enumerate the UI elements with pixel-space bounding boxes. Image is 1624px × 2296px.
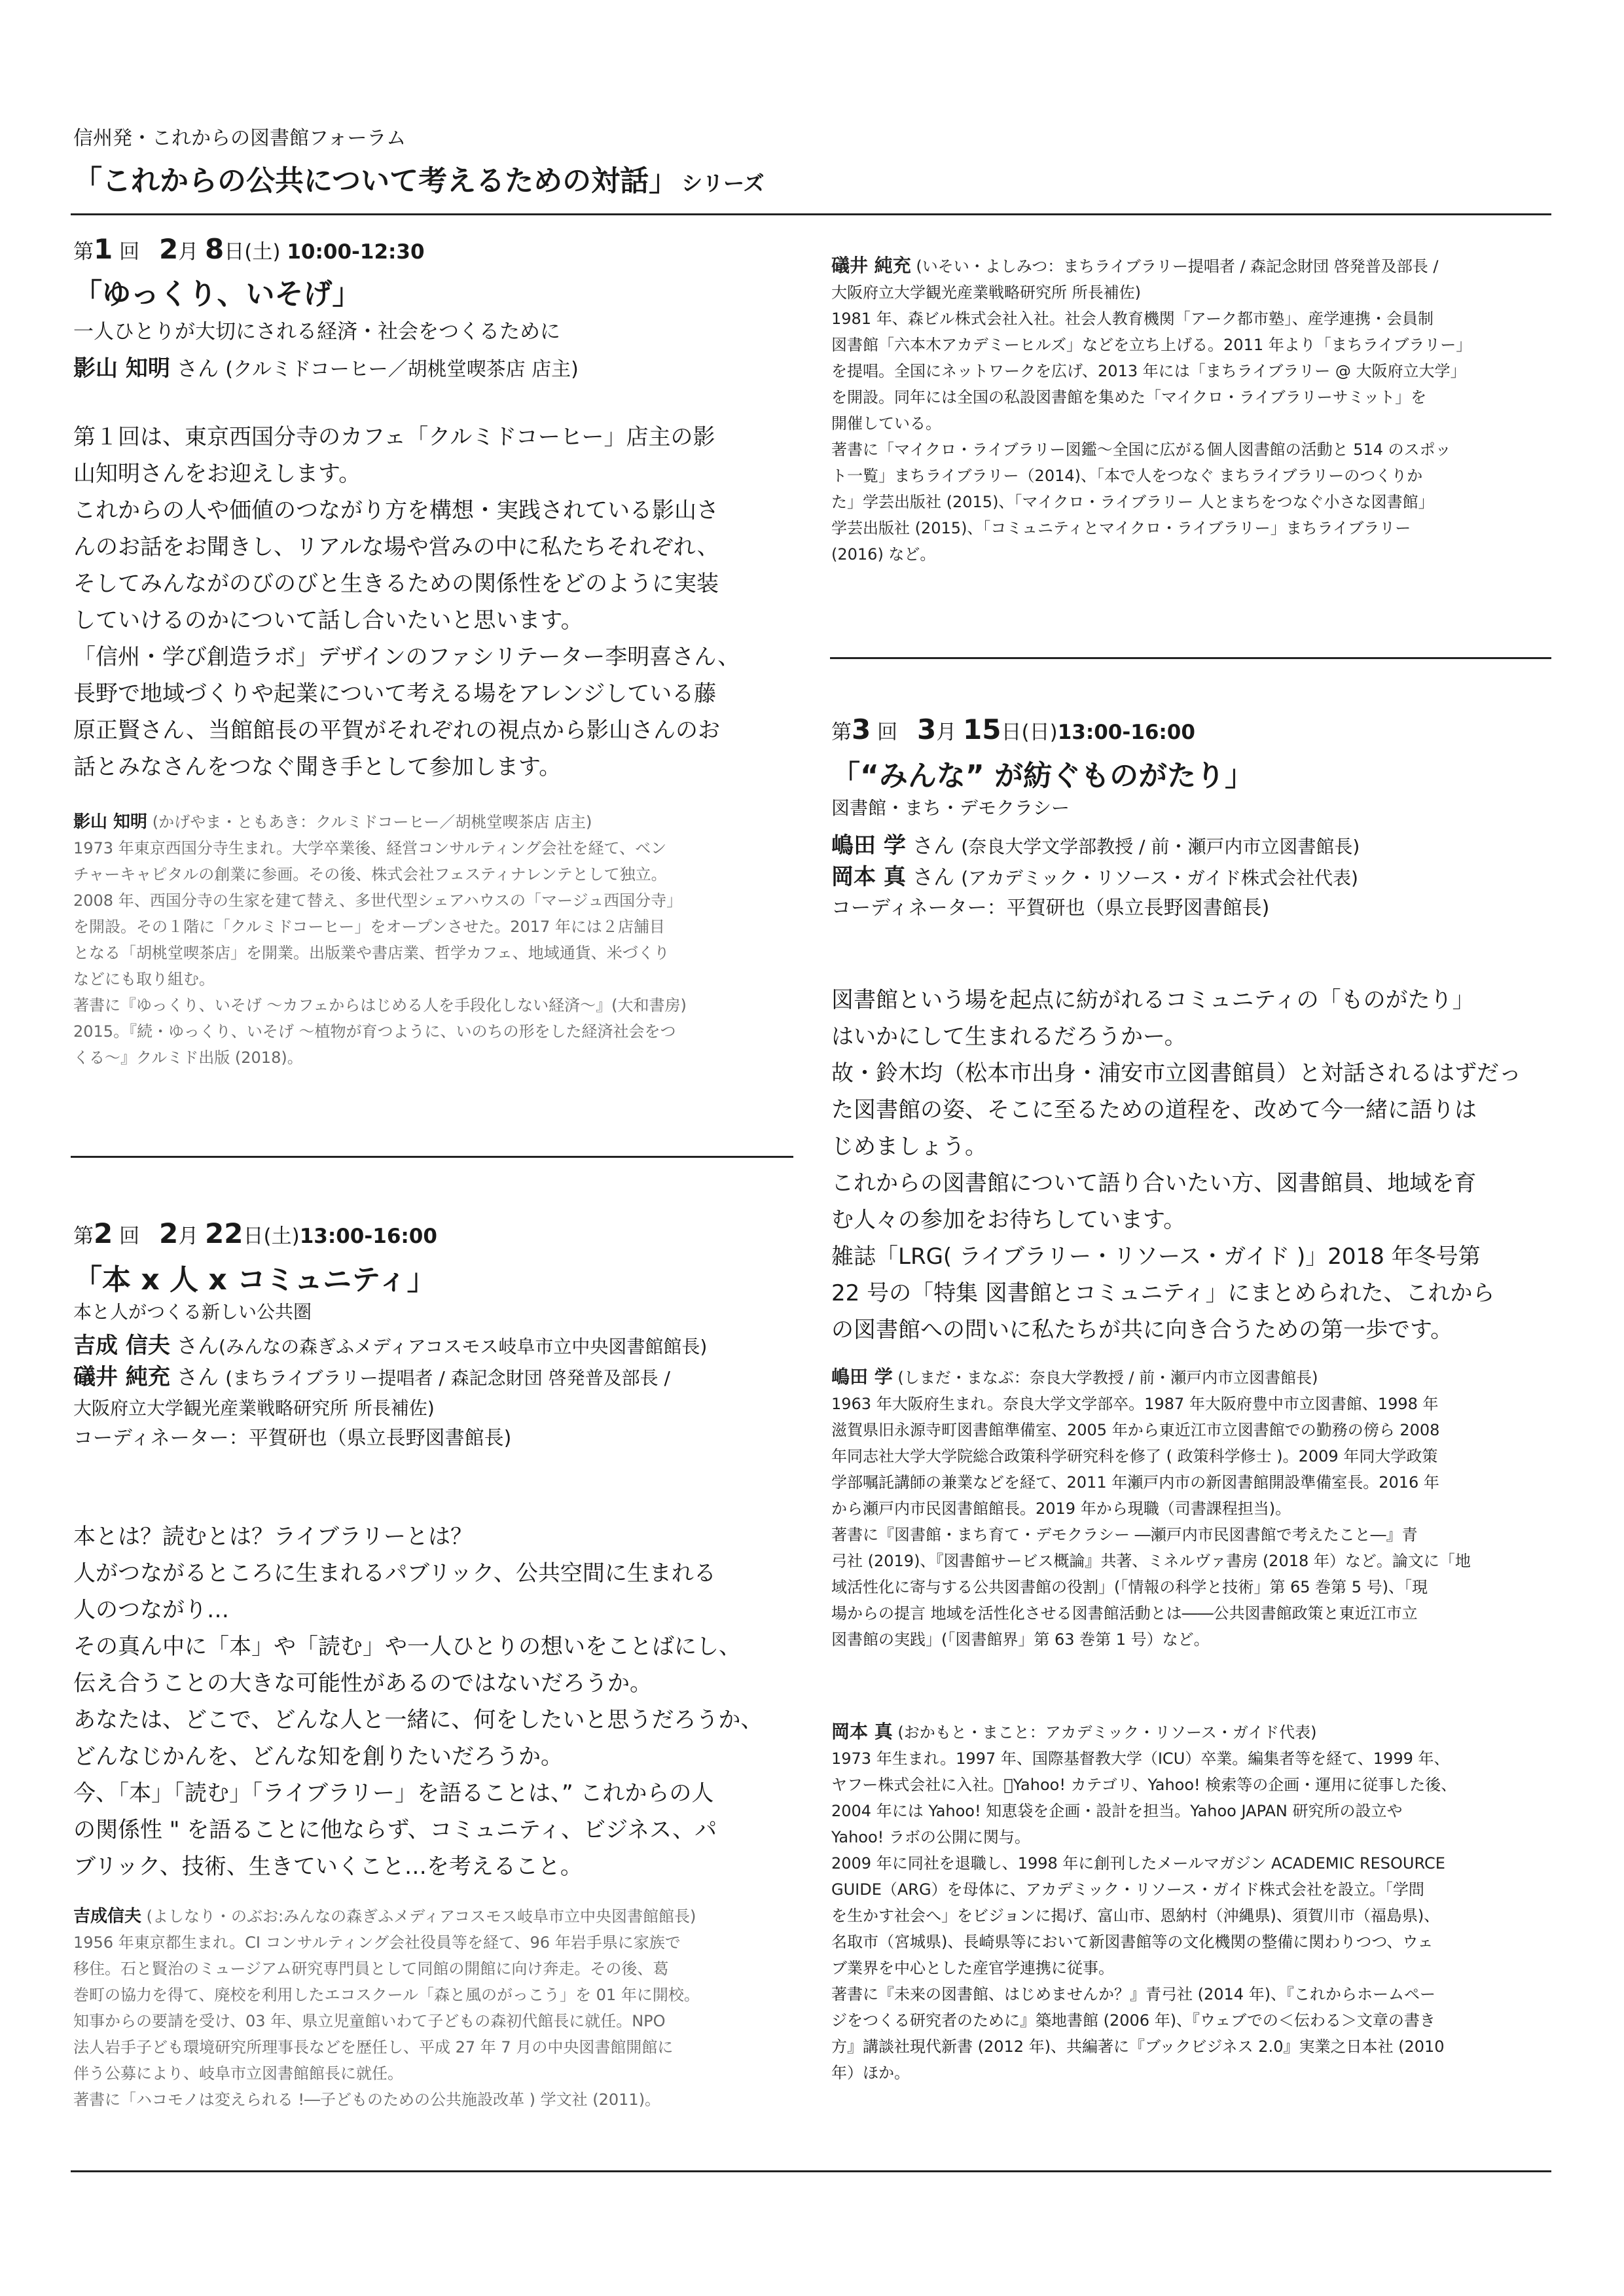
session-2-date: 第2 回 2月 22日(土)13:00-16:00: [73, 1217, 437, 1249]
session-3-intro: 図書館という場を起点に紡がれるコミュニティの「ものがたり」 はいかにして生まれるだろうかー。 故・鈴木均（松本市出身・浦安市立図書館員）と対話されるはずだっ た図書館の姿、そこに至るための道程を、改めて今一緒に語りは じめましょう。 これからの図書館について語り合いたい方、図書館員、地域を育 む人々の参加をお待ちしています。 雑誌「LRG( ライブラリー・リソース・ガイド )」2018 年冬号第 22 号の「特集 図書館とコミュニティ」にまとめられた、これから の図書館への問いに私たちが共に向き合うための第一歩です。: [831, 987, 1521, 1343]
header-title-main: 「これからの公共について考えるための対話」: [73, 164, 678, 198]
session-3: [831, 713, 1558, 924]
session-3-bio-shimada: 嶋田 学 (しまだ・まなぶ：奈良大学教授 / 前・瀬戸内市立図書館長) 1963 年大阪府生まれ。奈良大学文学部卒。1987 年大阪府豊中市立図書館、1998 年 滋賀県旧永源寺町図書館準備室、2005 年から東近江市立図書館での勤務の傍ら 2008 年同志社大学大学院総合政策科学研究科を修了 ( 政策科学修士 )。2009 年同大学政策 学部嘱託講師の兼業などを経て、2011 年瀬戸内市の新図書館開設準備室長。2016 年 から瀬戸内市民図書館館長。2019 年から現職（司書課程担当)。 著書に『図書館・まち育て・デモクラシー ―瀬戸内市民図書館で考えたこと―』青 弓社 (2019)、『図書館サービス概論』共著、ミネルヴァ書房 (2018 年）など。論文に「地 域活性化に寄与する公共図書館の役割」(「情報の科学と技術」第 65 巻第 5 号)、「現 場からの提言 地域を活性化させる図書館活動とは――公共図書館政策と東近江市立 図書館の実践」(「図書館界」第 63 巻第 1 号）など。: [831, 1366, 1471, 1649]
session-3-bio-okamoto: 岡本 真 (おかもと・まこと：アカデミック・リソース・ガイド代表) 1973 年生まれ。1997 年、国際基督教大学（ICU）卒業。編集者等を経て、1999 年、 ヤフー株式会社に入社。􏰀Yahoo! カテゴリ、Yahoo! 検索等の企画・運用に従事した後、 2004 年には Yahoo! 知恵袋を企画・設計を担当。Yahoo JAPAN 研究所の設立や Yahoo! ラボの公開に関与。 2009 年に同社を退職し、1998 年に創刊したメールマガジン ACADEMIC RESOURCE GUIDE（ARG）を母体に、アカデミック・リソース・ガイド株式会社を設立。「学問 を生かす社会へ」をビジョンに掲げ、富山市、恩納村（沖縄県)、須賀川市（福島県)、 名取市（宮城県)、長崎県等において新図書館等の文化機関の整備に関わりつつ、ウェ ブ業界を中心とした産官学連携に従事。 著書に『未来の図書館、はじめませんか？』青弓社 (2014 年)、『これからホームペー ジをつくる研究者のために』築地書館 (2006 年)、『ウェブでの＜伝わる＞文章の書き 方』講談社現代新書 (2012 年)、共編著に『ブックビジネス 2.0』実業之日本社 (2010 年）ほか。: [831, 1721, 1457, 2082]
left-divider-1: [71, 1156, 793, 1158]
bio-heading: 吉成信夫 (よしなり・のぶお:みんなの森ぎふメディアコスモス岐阜市立中央図書館館長): [73, 1907, 696, 1926]
session-3-coordinator: コーディネーター：平賀研也（県立長野図書館長): [831, 897, 1270, 920]
session-1-speaker: 影山 知明 さん (クルミドコーヒー／胡桃堂喫茶店 店主): [73, 355, 579, 382]
bottom-divider: [71, 2170, 1551, 2172]
header-title-suffix: シリーズ: [681, 171, 765, 196]
session-2: [73, 1217, 806, 1454]
header-title: [73, 157, 765, 199]
session-2-title: 「本 x 人 x コミュニティ」: [73, 1263, 436, 1297]
session-1-bio: 影山 知明 (かげやま・ともあき：クルミドコーヒー／胡桃堂喫茶店 店主) 1973 年東京西国分寺生まれ。大学卒業後、経営コンサルティング会社を経て、ベン チャーキャピタルの創業に参画。その後、株式会社フェスティナレンテとして独立。 2008 年、西国分寺の生家を建て替え、多世代型シェアハウスの「マージュ西国分寺」 を開設。その１階に「クルミドコーヒー」をオープンさせた。2017 年には２店舗目 となる「胡桃堂喫茶店」を開業。出版業や書店業、哲学カフェ、地域通貨、米づくり などにも取り組む。 著書に『ゆっくり、いそげ ～カフェからはじめる人を手段化しない経済～』(大和書房) 2015。『続・ゆっくり、いそげ ～植物が育つように、いのちの形をした経済社会をつ くる～』クルミド出版 (2018)。: [73, 809, 806, 1071]
session-2-bio: 吉成信夫 (よしなり・のぶお:みんなの森ぎふメディアコスモス岐阜市立中央図書館館長) 1956 年東京都生まれ。CI コンサルティング会社役員等を経て、96 年岩手県に家族で 移住。石と賢治のミュージアム研究専門員として同館の開館に向け奔走。その後、葛 巻町の協力を得て、廃校を利用したエコスクール「森と風のがっこう」を 01 年に開校。 知事からの要請を受け、03 年、県立児童館いわて子どもの森初代館長に就任。NPO 法人岩手子ども環境研究所理事長などを歴任し、平成 27 年 7 月の中央図書館開館に 伴う公募により、岐阜市立図書館館長に就任。 著書に「ハコモノは変えられる !―子どものための公共施設改革 ) 学文社 (2011)。: [73, 1903, 806, 2113]
bio-heading: 影山 知明 (かげやま・ともあき：クルミドコーヒー／胡桃堂喫茶店 店主): [73, 812, 592, 832]
session-1-subtitle: 一人ひとりが大切にされる経済・社会をつくるために: [73, 320, 560, 344]
right-divider-1: [830, 657, 1551, 659]
session-2-coordinator: コーディネーター：平賀研也（県立長野図書館長): [73, 1427, 512, 1450]
session-3-subtitle: 図書館・まち・デモクラシー: [831, 797, 1070, 819]
session-1-title: 「ゆっくり、いそげ」: [73, 278, 361, 311]
session-2-intro: 本とは？読むとは？ライブラリーとは？ 人がつながるところに生まれるパブリック、公共空間に生まれる 人のつながり… その真ん中に「本」や「読む」や一人ひとりの想いをことばにし、 伝え合うことの大きな可能性があるのではないだろうか。 あなたは、どこで、どんな人と一緒に、何をしたいと思うだろうか、 どんなじかんを、どんな知を創りたいだろうか。 今、「本」「読む」「ライブラリー」を語ることは、” これからの人 の関係性 " を語ることに他ならず、コミュニティ、ビジネス、パ ブリック、技術、生きていくこと…を考えること。: [73, 1524, 763, 1880]
session-2-subtitle: 本と人がつくる新しい公共圏: [73, 1301, 312, 1323]
session-1: [73, 233, 793, 385]
session-3-title: 「“みんな” が紡ぐものがたり」: [831, 759, 1254, 793]
session-2-speakers: 吉成 信夫 さん(みんなの森ぎふメディアコスモス岐阜市立中央図書館館長) 礒井 純充 さん (まちライブラリー提唱者 / 森記念財団 啓発普及部長 / 大阪府立大学観光産業戦略研究所 所長補佐) コーディネーター：平賀研也（県立長野図書館長): [73, 1331, 806, 1454]
session-1-date: 第1 回 2月 8日(土) 10:00-12:30: [73, 233, 425, 265]
session-3-speakers: 嶋田 学 さん (奈良大学文学部教授 / 前・瀬戸内市立図書館長) 岡本 真 さん (アカデミック・リソース・ガイド株式会社代表) コーディネーター：平賀研也（県立長野図書館長): [831, 831, 1558, 924]
isoi-bio: 礒井 純充 (いそい・よしみつ：まちライブラリー提唱者 / 森記念財団 啓発普及部長 / 大阪府立大学観光産業戦略研究所 所長補佐) 1981 年、森ビル株式会社入社。社会人教育機関「アーク都市塾」、産学連携・会員制 図書館「六本木アカデミーヒルズ」などを立ち上げる。2011 年より「まちライブラリー」 を提唱。全国にネットワークを広げ、2013 年には「まちライブラリー @ 大阪府立大学」 を開設。同年には全国の私設図書館を集めた「マイクロ・ライブラリーサミット」を 開催している。 著書に「マイクロ・ライブラリー図鑑～全国に広がる個人図書館の活動と 514 のスポッ ト一覧」まちライブラリー（2014)、「本で人をつなぐ まちライブラリーのつくりか た」学芸出版社 (2015)、「マイクロ・ライブラリー 人とまちをつなぐ小さな図書館」 学芸出版社 (2015)、「コミュニティとマイクロ・ライブラリー」まちライブラリー (2016) など。: [831, 255, 1472, 564]
session-3-date: 第3 回 3月 15日(日)13:00-16:00: [831, 713, 1195, 745]
header-kicker: 信州発・これからの図書館フォーラム: [73, 127, 406, 150]
header-divider: [71, 213, 1551, 215]
session-1-intro: 第１回は、東京西国分寺のカフェ「クルミドコーヒー」店主の影 山知明さんをお迎えします。 これからの人や価値のつながり方を構想・実践されている影山さ んのお話をお聞きし、リアルな場や営みの中に私たちそれぞれ、 そしてみんながのびのびと生きるための関係性をどのように実装 していけるのかについて話し合いたいと思います。 「信州・学び創造ラボ」デザインのファシリテーター李明喜さん、 長野で地域づくりや起業について考える場をアレンジしている藤 原正賢さん、当館館長の平賀がそれぞれの視点から影山さんのお 話とみなさんをつなぐ聞き手として参加します。: [73, 424, 740, 780]
